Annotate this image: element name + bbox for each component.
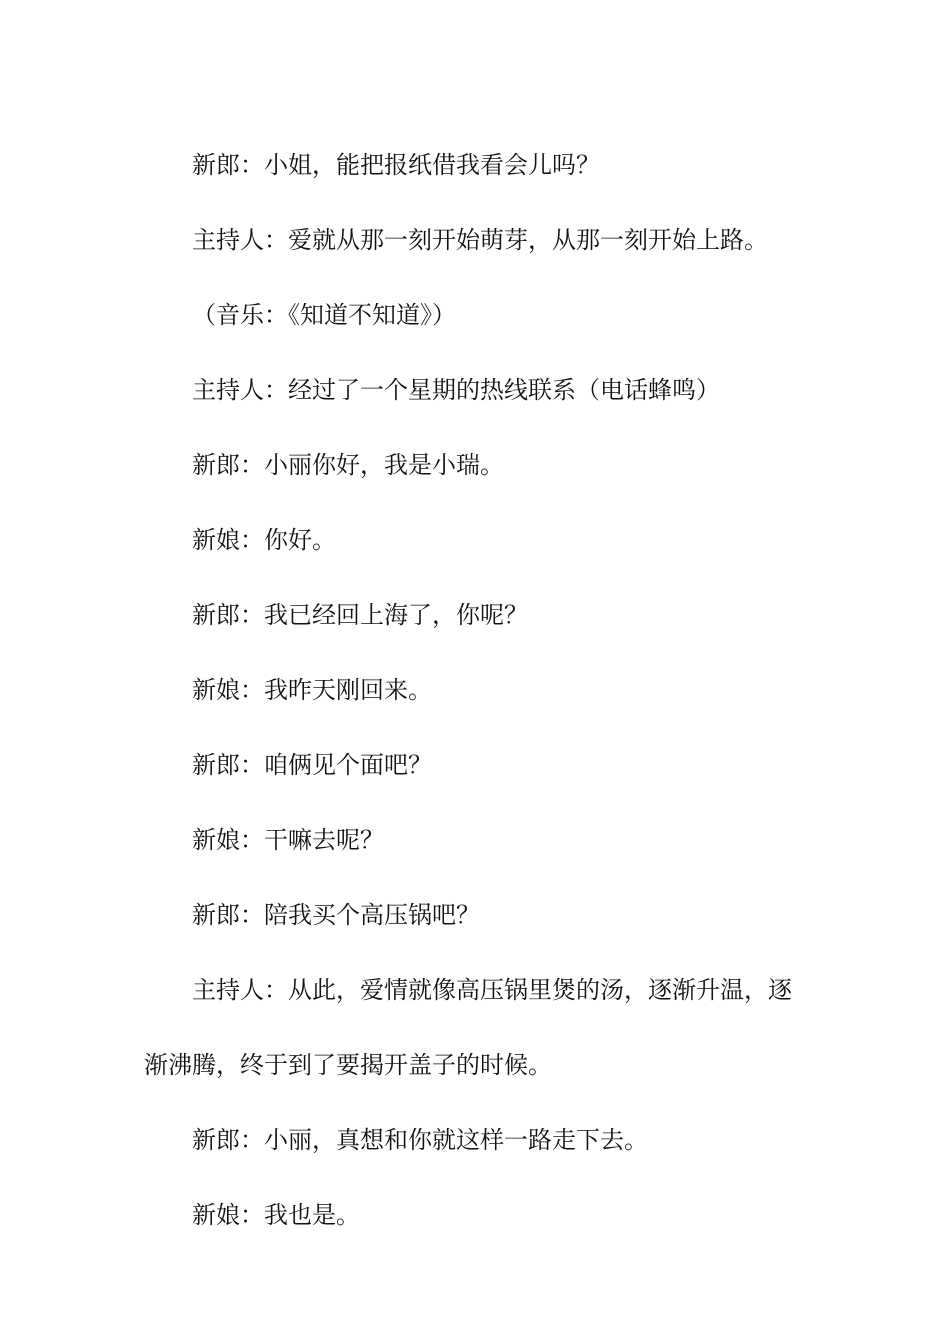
paragraph-5: 新郎：小丽你好，我是小瑞。 xyxy=(192,451,504,479)
paragraph-11: 新郎：陪我买个高压锅吧？ xyxy=(192,901,480,929)
paragraph-7: 新郎：我已经回上海了，你呢？ xyxy=(192,601,528,629)
paragraph-14: 新娘：我也是。 xyxy=(192,1201,360,1229)
paragraph-13: 新郎：小丽，真想和你就这样一路走下去。 xyxy=(192,1126,648,1154)
paragraph-1: 新郎：小姐，能把报纸借我看会儿吗？ xyxy=(192,151,600,179)
script-text xyxy=(144,128,810,1253)
paragraph-2: 主持人：爱就从那一刻开始萌芽，从那一刻开始上路。 xyxy=(192,226,768,254)
paragraph-4: 主持人：经过了一个星期的热线联系（电话蜂鸣） xyxy=(192,376,720,404)
paragraph-10: 新娘：干嘛去呢？ xyxy=(192,826,384,854)
paragraph-8: 新娘：我昨天刚回来。 xyxy=(192,676,432,704)
paragraph-12: 主持人：从此，爱情就像高压锅里煲的汤，逐渐升温，逐渐沸腾，终于到了要揭开盖子的时候。 xyxy=(144,976,792,1079)
paragraph-3: （音乐：《知道不知道》） xyxy=(192,301,456,329)
paragraph-6: 新娘：你好。 xyxy=(192,526,336,554)
paragraph-9: 新郎：咱俩见个面吧？ xyxy=(192,751,432,779)
